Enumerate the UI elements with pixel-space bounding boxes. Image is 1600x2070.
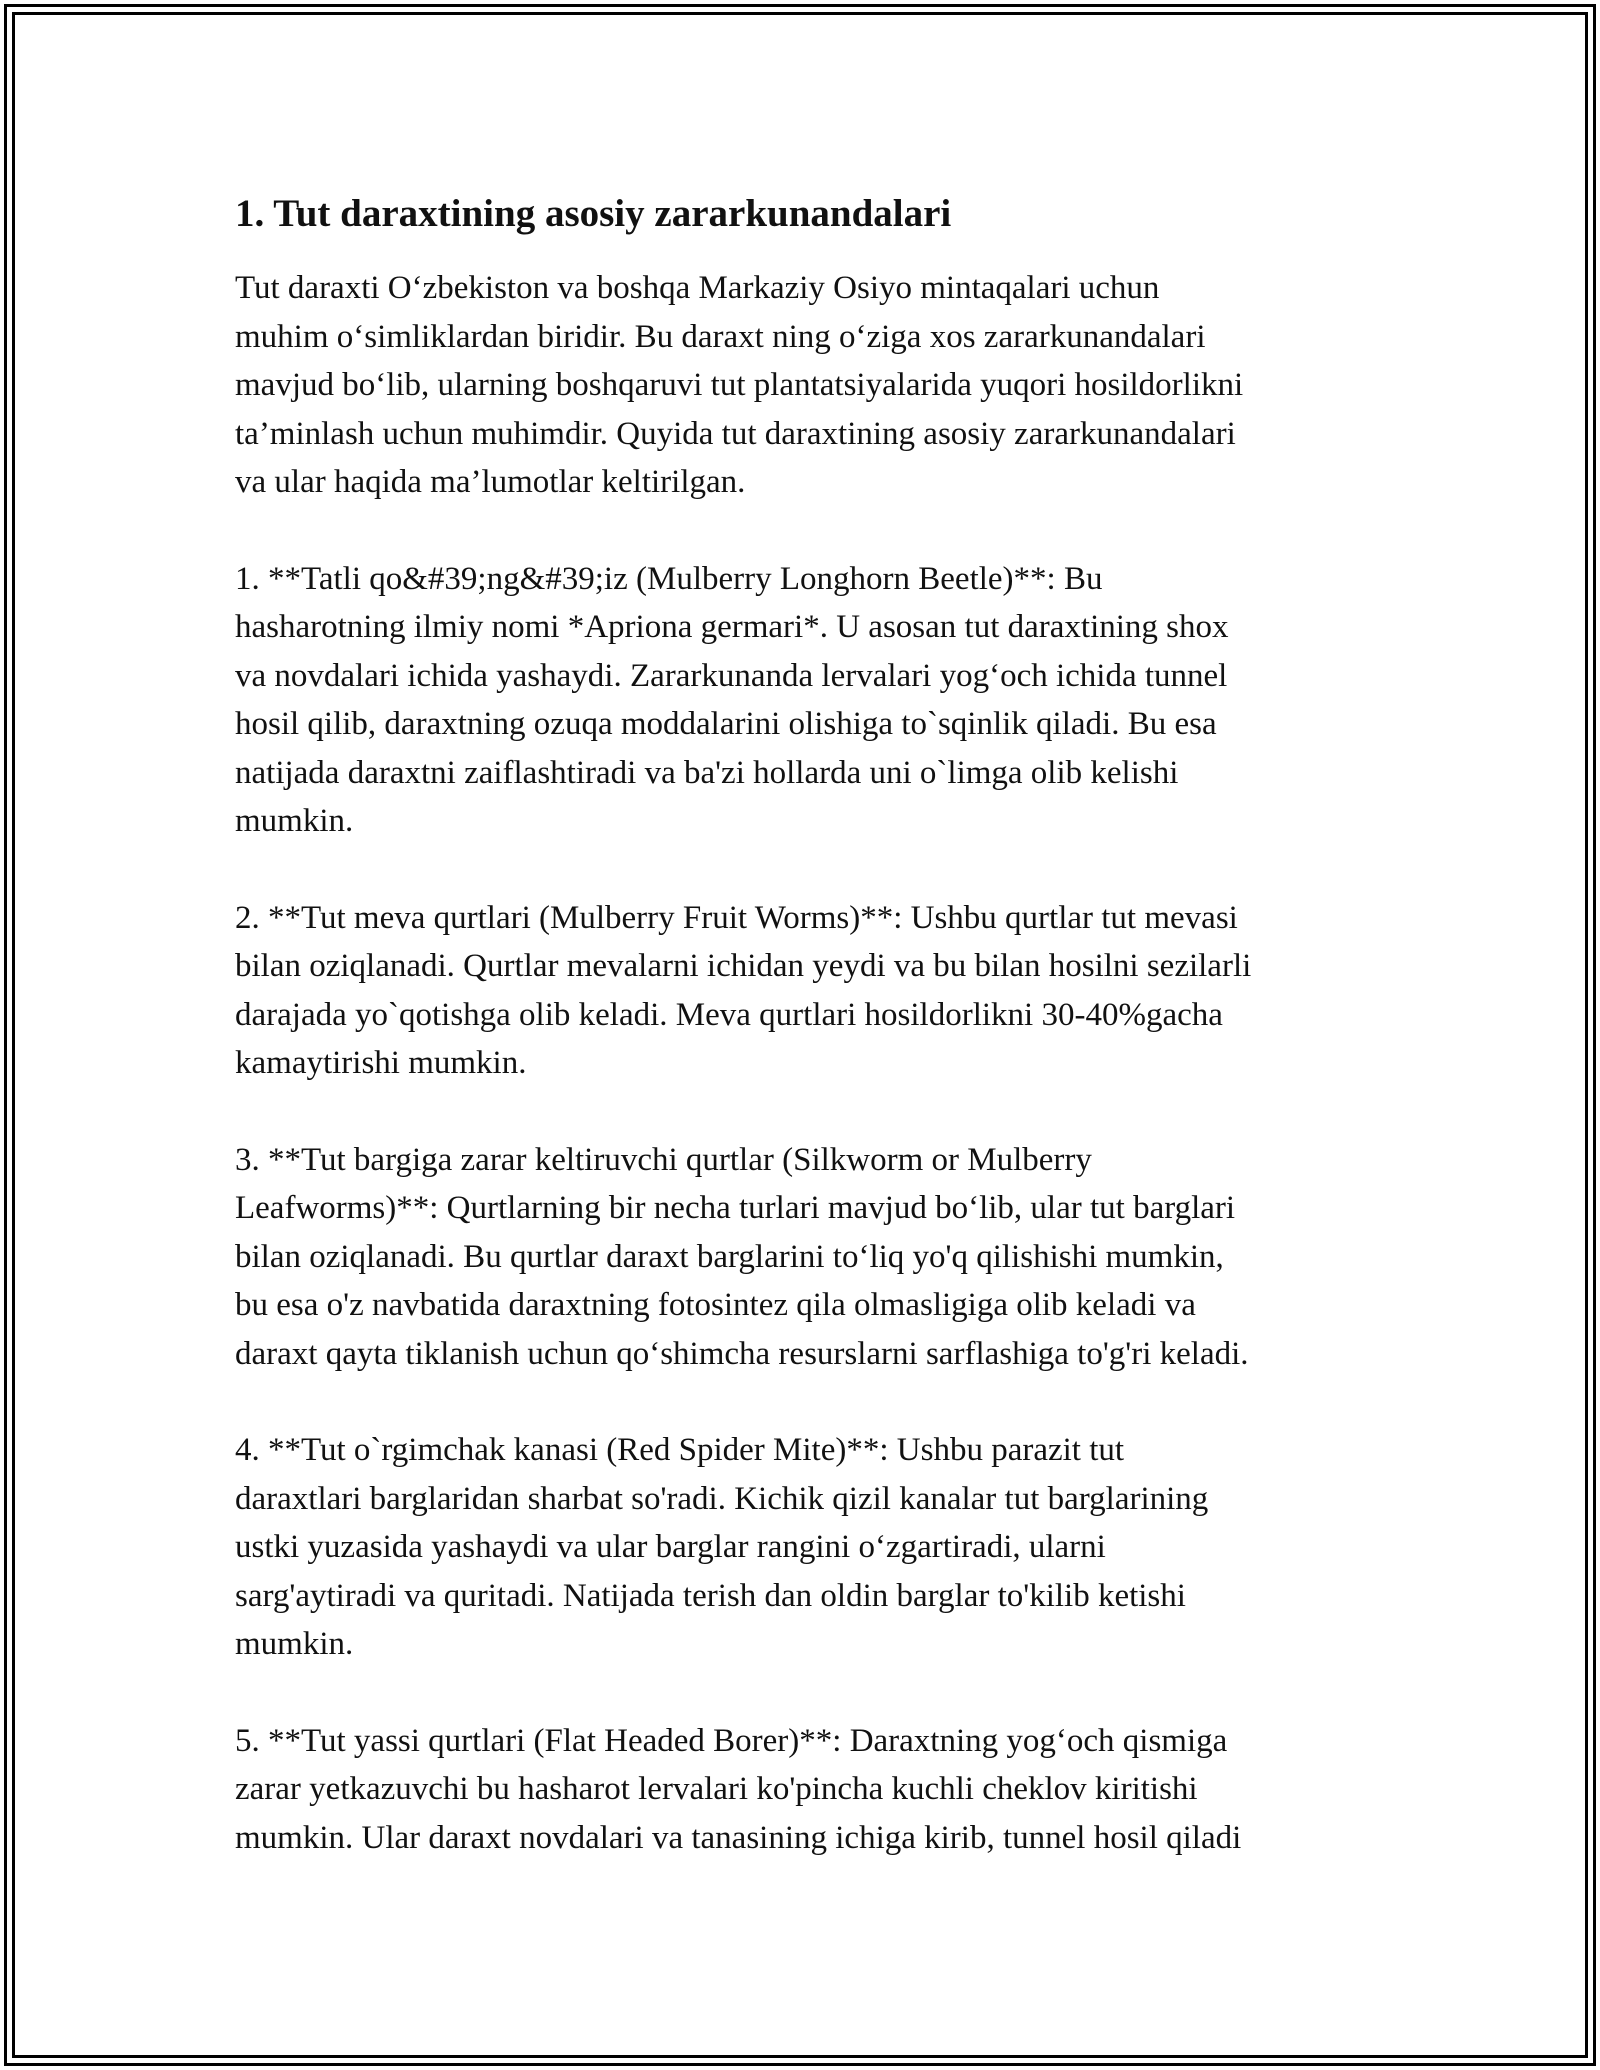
pest-1-paragraph: 1. **Tatli qo&#39;ng&#39;iz (Mulberry Longhorn Beetle)**: Bu hasharotning ilmiy nomi *Apriona germari*. U asosan tut daraxtining shox va novdalari ichida yashaydi. Zararkunanda lervalari yog‘och ichida tunnel hosil qilib, daraxtning ozuqa moddalarini olishiga to`sqinlik qiladi. Bu esa natijada daraxtni zaiflashtiradi va ba'zi hollarda uni o`limga olib kelishi mumkin.	[235, 560, 1229, 839]
intro-paragraph: Tut daraxti O‘zbekiston va boshqa Markaziy Osiyo mintaqalari uchun muhim o‘simliklardan biridir. Bu daraxt ning o‘ziga xos zararkunandalari mavjud bo‘lib, ularning boshqaruvi tut plantatsiyalarida yuqori hosildorlikni ta’minlash uchun muhimdir. Quyida tut daraxtining asosiy zararkunandalari va ular haqida ma’lumotlar keltirilgan.	[235, 270, 1244, 500]
pest-5-paragraph: 5. **Tut yassi qurtlari (Flat Headed Borer)**: Daraxtning yog‘och qismiga zarar yetkazuvchi bu hasharot lervalari ko'pincha kuchli cheklov kiritishi mumkin. Ular daraxt novdalari va tanasining ichiga kirib, tunnel hosil qiladi	[235, 1722, 1242, 1856]
section-heading: 1. Tut daraxtining asosiy zararkunandalari	[235, 192, 952, 235]
document-body	[235, 186, 1385, 1910]
pest-2-paragraph: 2. **Tut meva qurtlari (Mulberry Fruit Worms)**: Ushbu qurtlar tut mevasi bilan oziqlanadi. Qurtlar mevalarni ichidan yeydi va bu bilan hosilni sezilarli darajada yo`qotishga olib keladi. Meva qurtlari hosildorlikni 30-40%gacha kamaytirishi mumkin.	[235, 899, 1252, 1081]
pest-4-paragraph: 4. **Tut o`rgimchak kanasi (Red Spider Mite)**: Ushbu parazit tut daraxtlari barglaridan sharbat so'radi. Kichik qizil kanalar tut barglarining ustki yuzasida yashaydi va ular barglar rangini o‘zgartiradi, ularni sarg'aytiradi va quritadi. Natijada terish dan oldin barglar to'kilib ketishi mumkin.	[235, 1432, 1209, 1662]
pest-3-paragraph: 3. **Tut bargiga zarar keltiruvchi qurtlar (Silkworm or Mulberry Leafworms)**: Qurtlarning bir necha turlari mavjud bo‘lib, ular tut barglari bilan oziqlanadi. Bu qurtlar daraxt barglarini to‘liq yo'q qilishishi mumkin, bu esa o'z navbatida daraxtning fotosintez qila olmasligiga olib keladi va daraxt qayta tiklanish uchun qo‘shimcha resurslarni sarflashiga to'g'ri keladi.	[235, 1141, 1249, 1372]
